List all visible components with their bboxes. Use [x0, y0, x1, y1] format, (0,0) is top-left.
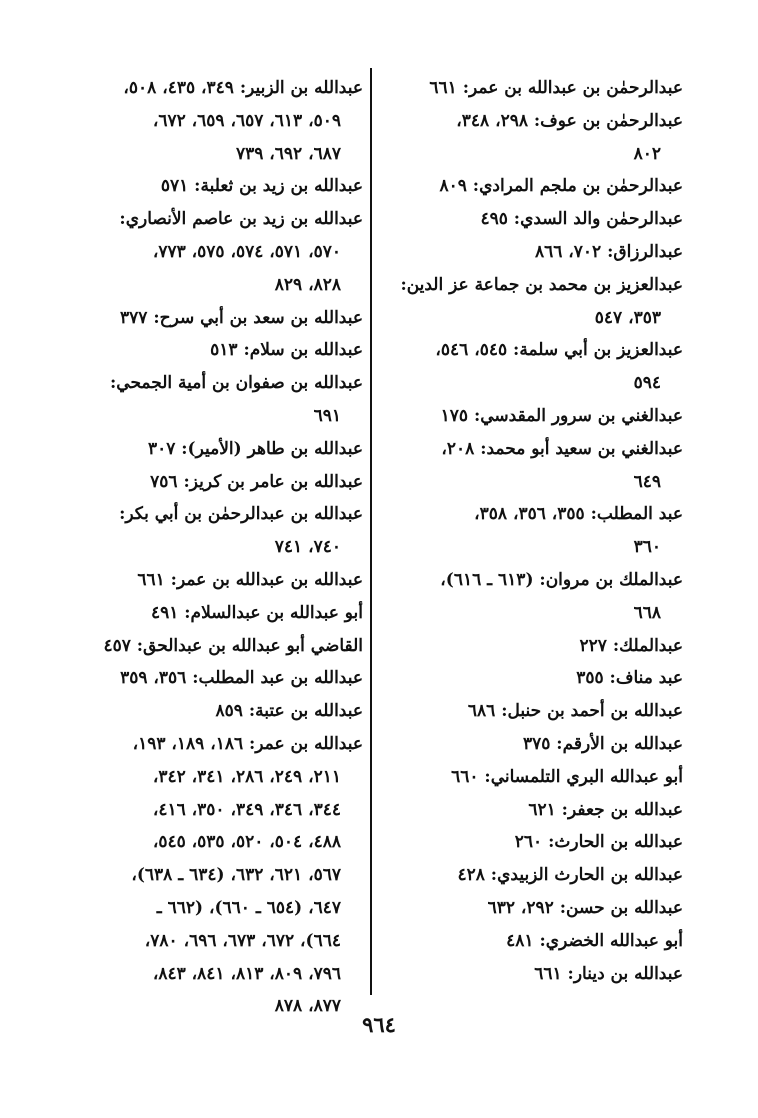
entry-heading-line: عبدالله بن عبدالله بن عمر: ٦٦١ [137, 569, 363, 590]
index-column-left [25, 72, 363, 1023]
column-divider [370, 68, 372, 995]
entry-heading-line: عبدالرحمٰن والد السدي: ٤٩٥ [480, 209, 683, 230]
entry-heading-line: عبدالملك بن مروان: (٦١٣ ـ ٦١٦)، [440, 569, 683, 590]
index-entry [25, 433, 363, 466]
entry-heading-line: عبدالغني بن سرور المقدسي: ١٧٥ [440, 405, 683, 426]
page-number: ٩٦٤ [362, 1012, 396, 1037]
index-entry [378, 892, 683, 925]
index-entry [25, 498, 363, 564]
entry-continuation-line: ٥٦٧، ٦٢١، ٦٣٢، (٦٣٤ ـ ٦٣٨)، [131, 865, 341, 886]
index-entry [25, 203, 363, 301]
entry-continuation-line: ٦٤٧، (٦٥٤ ـ ٦٦٠)، (٦٦٢ ـ [156, 897, 341, 918]
entry-heading-line: عبدالله بن عمر: ١٨٦، ١٨٩، ١٩٣، [132, 733, 363, 754]
index-entry [25, 630, 363, 663]
entry-heading-line: أبو عبدالله الخضري: ٤٨١ [506, 930, 683, 951]
index-entry [378, 400, 683, 433]
entry-continuation-line: ٧٤٠، ٧٤١ [274, 537, 341, 558]
entry-continuation-line: ٨٧٧، ٨٧٨ [274, 996, 341, 1017]
index-entry [378, 826, 683, 859]
entry-heading-line: عبدالعزيز بن أبي سلمة: ٥٤٥، ٥٤٦، [435, 340, 683, 361]
entry-heading-line: عبدالله بن أحمد بن حنبل: ٦٨٦ [467, 701, 683, 722]
entry-heading-line: أبو عبدالله البري التلمساني: ٦٦٠ [451, 766, 683, 787]
entry-continuation-line: ٣٥٣، ٥٤٧ [594, 307, 661, 328]
entry-continuation-line: ٦٦٤)، ٦٧٢، ٦٧٣، ٦٩٦، ٧٨٠، [144, 930, 341, 951]
entry-heading-line: عبدالله بن عتبة: ٨٥٩ [215, 701, 363, 722]
index-entry [25, 302, 363, 335]
entry-heading-line: عبدالرحمٰن بن عوف: ٢٩٨، ٣٤٨، [456, 110, 683, 131]
entry-continuation-line: ٣٤٤، ٣٤٦، ٣٤٩، ٣٥٠، ٤١٦، [152, 799, 341, 820]
entry-heading-line: عبدالله بن طاهر (الأمير): ٣٠٧ [147, 438, 363, 459]
entry-heading-line: عبدالله بن الحارث الزبيدي: ٤٢٨ [457, 865, 683, 886]
entry-continuation-line: ٨٢٨، ٨٢٩ [274, 274, 341, 295]
index-entry [25, 695, 363, 728]
index-entry [378, 203, 683, 236]
entry-heading-line: عبدالله بن جعفر: ٦٢١ [528, 799, 683, 820]
index-entry [378, 695, 683, 728]
index-entry [378, 662, 683, 695]
index-entry [25, 728, 363, 1023]
index-entry [378, 958, 683, 991]
entry-heading-line: عبدالرحمٰن بن عبدالله بن عمر: ٦٦١ [429, 78, 683, 98]
index-entry [25, 597, 363, 630]
entry-continuation-line: ٤٨٨، ٥٠٤، ٥٢٠، ٥٣٥، ٥٤٥، [152, 832, 341, 853]
entry-heading-line: القاضي أبو عبدالله بن عبدالحق: ٤٥٧ [103, 635, 363, 656]
index-entry [378, 170, 683, 203]
entry-heading-line: عبدالرزاق: ٧٠٢، ٨٦٦ [534, 241, 683, 262]
entry-heading-line: عبد مناف: ٣٥٥ [576, 668, 683, 689]
entry-heading-line: عبدالرحمٰن بن ملجم المرادي: ٨٠٩ [439, 176, 683, 197]
entry-heading-line: عبدالله بن الحارث: ٢٦٠ [514, 832, 683, 853]
index-entry [25, 367, 363, 433]
entry-continuation-line: ٢١١، ٢٤٩، ٢٨٦، ٣٤١، ٣٤٢، [152, 766, 341, 787]
entry-heading-line: عبدالعزيز بن محمد بن جماعة عز الدين: [400, 274, 683, 295]
index-entry [378, 859, 683, 892]
index-entry [378, 105, 683, 171]
entry-heading-line: عبدالله بن سلام: ٥١٣ [210, 340, 363, 361]
entry-continuation-line: ٦٩١ [313, 405, 341, 426]
index-entry [25, 170, 363, 203]
entry-heading-line: عبدالله بن الأرقم: ٣٧٥ [522, 733, 683, 754]
entry-heading-line: أبو عبدالله بن عبدالسلام: ٤٩١ [150, 602, 363, 623]
index-entry [378, 630, 683, 663]
entry-continuation-line: ٦٤٩ [633, 471, 661, 492]
entry-continuation-line: ٦٨٧، ٦٩٢، ٧٣٩ [235, 143, 341, 164]
entry-continuation-line: ٥٧٠، ٥٧١، ٥٧٤، ٥٧٥، ٧٧٣، [152, 241, 341, 262]
index-entry [378, 334, 683, 400]
index-entry [378, 498, 683, 564]
index-entry [378, 269, 683, 335]
index-entry [378, 236, 683, 269]
index-entry [378, 761, 683, 794]
index-column-right [378, 72, 683, 990]
index-entry [25, 564, 363, 597]
entry-heading-line: عبدالله بن دينار: ٦٦١ [534, 963, 683, 984]
index-entry [378, 794, 683, 827]
entry-heading-line: عبدالله بن زيد بن عاصم الأنصاري: [119, 209, 363, 230]
entry-heading-line: عبدالله بن عامر بن كريز: ٧٥٦ [150, 471, 363, 492]
entry-heading-line: عبدالله بن صفوان بن أمية الجمحي: [110, 373, 363, 394]
entry-continuation-line: ٨٠٢ [633, 143, 661, 164]
entry-heading-line: عبدالملك: ٢٢٧ [579, 635, 683, 656]
entry-heading-line: عبدالله بن عبدالرحمٰن بن أبي بكر: [119, 504, 363, 525]
index-entry [378, 72, 683, 105]
entry-continuation-line: ٧٩٦، ٨٠٩، ٨١٣، ٨٤١، ٨٤٣، [152, 963, 341, 984]
index-entry [378, 564, 683, 630]
entry-heading-line: عبد المطلب: ٣٥٥، ٣٥٦، ٣٥٨، [474, 504, 683, 525]
index-entry [25, 72, 363, 170]
entry-continuation-line: ٥٩٤ [633, 373, 661, 394]
entry-continuation-line: ٥٠٩، ٦١٣، ٦٥٧، ٦٥٩، ٦٧٢، [152, 110, 341, 131]
entry-heading-line: عبدالله بن سعد بن أبي سرح: ٣٧٧ [120, 307, 363, 328]
entry-heading-line: عبدالله بن الزبير: ٣٤٩، ٤٣٥، ٥٠٨، [123, 78, 363, 98]
entry-heading-line: عبدالله بن عبد المطلب: ٣٥٦، ٣٥٩ [120, 668, 363, 689]
entry-heading-line: عبدالله بن زيد بن ثعلبة: ٥٧١ [160, 176, 363, 197]
entry-heading-line: عبدالله بن حسن: ٢٩٢، ٦٣٢ [487, 897, 683, 918]
entry-continuation-line: ٦٦٨ [633, 602, 661, 623]
index-entry [25, 662, 363, 695]
index-entry [378, 925, 683, 958]
entry-continuation-line: ٣٦٠ [633, 537, 661, 558]
index-entry [25, 334, 363, 367]
entry-heading-line: عبدالغني بن سعيد أبو محمد: ٢٠٨، [441, 438, 683, 459]
index-entry [25, 466, 363, 499]
index-entry [378, 728, 683, 761]
index-entry [378, 433, 683, 499]
